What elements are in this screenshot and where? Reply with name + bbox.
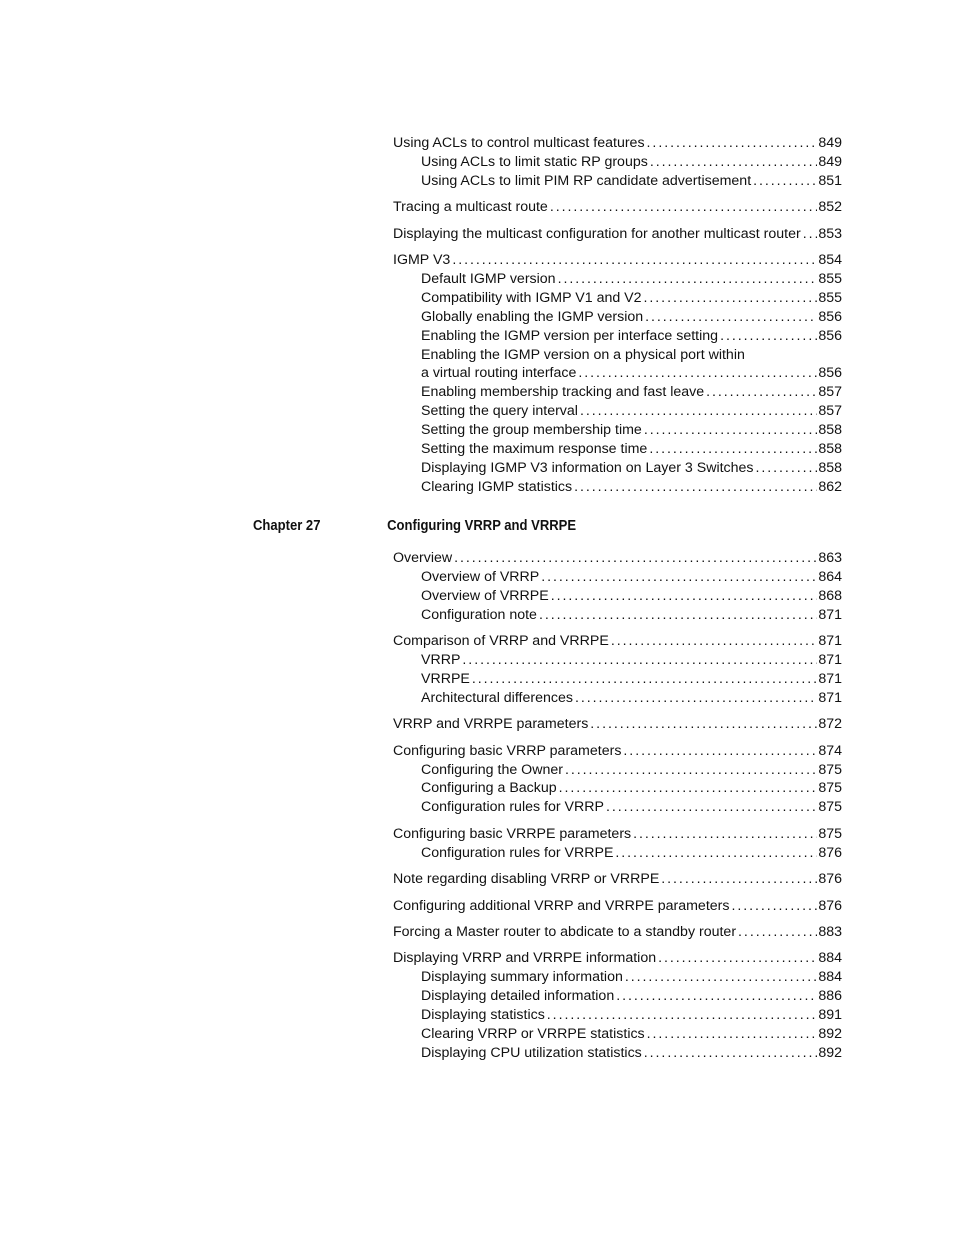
toc-subentry[interactable] — [393, 270, 842, 289]
toc-page-number[interactable]: 883 — [818, 923, 842, 940]
toc-page-number[interactable]: 871 — [818, 670, 842, 687]
toc-subentry[interactable] — [393, 172, 842, 191]
toc-subentry[interactable] — [393, 364, 842, 383]
dot-leader — [606, 798, 817, 817]
dot-leader — [645, 308, 817, 327]
toc-entry-title[interactable]: Displaying detailed information — [421, 988, 615, 1005]
toc-subentry[interactable] — [393, 402, 842, 421]
toc-group — [393, 632, 842, 708]
dot-leader — [452, 251, 817, 270]
dot-leader — [658, 949, 817, 968]
toc-subentry[interactable] — [393, 440, 842, 459]
toc-entry-title[interactable]: Forcing a Master router to abdicate to a standby router — [393, 923, 737, 940]
toc-entry-line — [393, 346, 842, 365]
toc-page-number[interactable]: 875 — [818, 799, 842, 816]
dot-leader — [738, 923, 817, 942]
toc-entry-title[interactable]: Configuring the Owner — [421, 761, 563, 778]
toc-page-number[interactable]: 855 — [818, 270, 842, 287]
toc-page-number[interactable]: 855 — [818, 289, 842, 306]
dot-leader — [706, 383, 817, 402]
toc-subentry[interactable] — [393, 421, 842, 440]
dot-leader — [803, 225, 818, 244]
toc-subentry[interactable] — [393, 383, 842, 402]
dot-leader — [644, 289, 818, 308]
toc-entry-title[interactable]: Displaying VRRP and VRRPE information — [393, 950, 657, 967]
toc-group — [393, 870, 842, 889]
toc-continued — [393, 134, 842, 504]
dot-leader — [611, 632, 818, 651]
dot-leader — [578, 364, 817, 383]
toc-entry-title[interactable]: Configuring basic VRRP parameters — [393, 742, 622, 759]
toc-subentry[interactable] — [393, 568, 842, 587]
toc-group — [393, 134, 842, 191]
toc-subentry[interactable] — [393, 327, 842, 346]
toc-page-number[interactable]: 856 — [818, 327, 842, 344]
dot-leader — [454, 549, 817, 568]
dot-leader — [472, 670, 817, 689]
toc-entry-title[interactable]: Architectural differences — [421, 689, 573, 706]
dot-leader — [661, 870, 817, 889]
toc-page-number[interactable]: 851 — [818, 172, 842, 189]
toc-page-number[interactable]: 886 — [818, 988, 842, 1005]
toc-entry[interactable] — [393, 825, 842, 844]
dot-leader — [462, 651, 817, 670]
toc-page-number[interactable]: 862 — [818, 478, 842, 495]
toc-entry[interactable] — [393, 198, 842, 217]
toc-entry-title[interactable]: Displaying IGMP V3 information on Layer 3 Switches — [421, 460, 754, 476]
toc-entry[interactable] — [393, 923, 842, 942]
toc-subentry[interactable] — [393, 289, 842, 308]
toc-group — [393, 715, 842, 734]
toc-page-number[interactable]: 854 — [818, 252, 842, 269]
toc-entry-title[interactable]: Setting the query interval — [421, 403, 578, 420]
toc-subentry[interactable] — [393, 1044, 842, 1063]
toc-group — [393, 949, 842, 1062]
dot-leader — [550, 198, 818, 217]
toc-page-number[interactable]: 853 — [818, 225, 842, 242]
toc-entry-title[interactable]: Enabling the IGMP version per interface setting — [421, 327, 719, 344]
toc-subentry[interactable] — [393, 670, 842, 689]
toc-entry-title[interactable]: Displaying statistics — [421, 1007, 545, 1024]
toc-entry-title[interactable]: VRRPE — [421, 670, 470, 687]
toc-page-number[interactable]: 849 — [818, 153, 842, 170]
toc-page-number[interactable]: 892 — [818, 1025, 842, 1042]
toc-entry-title[interactable]: Compatibility with IGMP V1 and V2 — [421, 289, 642, 306]
dot-leader — [644, 421, 818, 440]
toc-page-number[interactable]: 849 — [818, 135, 842, 151]
toc-entry-title[interactable]: Setting the maximum response time — [421, 441, 648, 458]
dot-leader — [731, 897, 817, 916]
toc-group — [393, 251, 842, 497]
toc-subentry[interactable] — [393, 308, 842, 327]
toc-subentry[interactable] — [393, 1025, 842, 1044]
toc-page-number[interactable]: 868 — [818, 587, 842, 604]
toc-entry-title[interactable]: Configuration note — [421, 606, 537, 623]
dot-leader — [565, 761, 817, 780]
toc-page-number[interactable]: 858 — [818, 422, 842, 439]
dot-leader — [633, 825, 817, 844]
toc-entry-title[interactable]: Setting the group membership time — [421, 422, 642, 439]
toc-entry-title[interactable]: Configuration rules for VRRP — [421, 799, 604, 816]
toc-entry[interactable] — [393, 251, 842, 270]
toc-page-number[interactable]: 876 — [818, 871, 842, 888]
toc-subentry[interactable] — [393, 798, 842, 817]
toc-page-number[interactable]: 852 — [818, 199, 842, 216]
toc-entry[interactable] — [393, 134, 842, 153]
toc-subentry[interactable] — [393, 587, 842, 606]
toc-page-number[interactable]: 871 — [818, 689, 842, 706]
toc-entry-title[interactable]: Comparison of VRRP and VRRPE — [393, 633, 609, 650]
toc-group — [393, 825, 842, 863]
toc-entry-title[interactable]: Using ACLs to control multicast features — [393, 135, 645, 151]
toc-page-number[interactable]: 871 — [818, 652, 842, 669]
dot-leader — [547, 1006, 818, 1025]
toc-subentry[interactable] — [393, 606, 842, 625]
dot-leader — [551, 587, 818, 606]
toc-page-number[interactable]: 875 — [818, 825, 842, 842]
dot-leader — [649, 440, 817, 459]
toc-page-number[interactable]: 872 — [818, 716, 842, 733]
chapter-title[interactable]: Configuring VRRP and VRRPE — [387, 518, 577, 534]
dot-leader — [558, 270, 818, 289]
toc-entry-title[interactable]: Configuration rules for VRRPE — [421, 844, 614, 861]
toc-subentry[interactable] — [393, 651, 842, 670]
toc-page-number[interactable]: 871 — [818, 606, 842, 623]
dot-leader — [574, 478, 817, 497]
dot-leader — [623, 742, 817, 761]
toc-entry-title[interactable]: Clearing IGMP statistics — [421, 478, 573, 495]
toc-subentry[interactable] — [393, 844, 842, 863]
toc-entry-title[interactable]: Enabling the IGMP version on a physical port within — [421, 346, 745, 363]
toc-chapter-27 — [393, 549, 842, 1070]
toc-entry-title[interactable]: Overview of VRRPE — [421, 587, 549, 604]
dot-leader — [650, 153, 818, 172]
toc-page-number[interactable]: 876 — [818, 844, 842, 861]
toc-group — [393, 549, 842, 625]
toc-entry-title[interactable]: Displaying summary information — [421, 969, 623, 986]
toc-page-number[interactable]: 875 — [818, 780, 842, 797]
toc-subentry[interactable] — [393, 987, 842, 1006]
toc-subentry[interactable] — [393, 478, 842, 497]
toc-entry-title[interactable]: Displaying the multicast configuration for another multicast router — [393, 225, 801, 242]
toc-subentry[interactable] — [393, 968, 842, 987]
toc-entry-title[interactable]: VRRP — [421, 652, 461, 669]
toc-page-number[interactable]: 875 — [818, 761, 842, 778]
dot-leader — [644, 1044, 818, 1063]
toc-entry[interactable] — [393, 870, 842, 889]
toc-entry-title[interactable]: Globally enabling the IGMP version — [421, 308, 644, 325]
toc-page-number[interactable]: 856 — [818, 308, 842, 325]
dot-leader — [753, 172, 817, 191]
toc-entry-title[interactable]: IGMP V3 — [393, 252, 451, 269]
toc-page-number[interactable]: 891 — [818, 1007, 842, 1024]
toc-entry[interactable] — [393, 632, 842, 651]
toc-page-number[interactable]: 864 — [818, 568, 842, 585]
toc-entry-title[interactable]: VRRP and VRRPE parameters — [393, 716, 589, 733]
dot-leader — [541, 568, 817, 587]
toc-page-number[interactable]: 863 — [818, 550, 842, 566]
dot-leader — [647, 134, 818, 153]
toc-entry-title[interactable]: Configuring additional VRRP and VRRPE parameters — [393, 897, 730, 914]
toc-subentry[interactable] — [393, 1006, 842, 1025]
toc-entry-title[interactable]: a virtual routing interface — [421, 365, 577, 382]
toc-page-number[interactable]: 858 — [818, 441, 842, 458]
toc-page-number[interactable]: 857 — [818, 384, 842, 401]
toc-entry-title[interactable]: Configuring basic VRRPE parameters — [393, 825, 632, 842]
toc-group — [393, 198, 842, 217]
toc-page-number[interactable]: 892 — [818, 1044, 842, 1061]
toc-page-number[interactable]: 857 — [818, 403, 842, 420]
toc-entry[interactable] — [393, 897, 842, 916]
toc-subentry[interactable] — [393, 779, 842, 798]
toc-entry-title[interactable]: Note regarding disabling VRRP or VRRPE — [393, 871, 660, 888]
toc-entry-title[interactable]: Using ACLs to limit PIM RP candidate advertisement — [421, 172, 752, 189]
toc-group — [393, 897, 842, 916]
toc-entry-title[interactable]: Displaying CPU utilization statistics — [421, 1044, 642, 1061]
dot-leader — [590, 715, 817, 734]
toc-group — [393, 225, 842, 244]
dot-leader — [625, 968, 817, 987]
toc-page-number[interactable]: 856 — [818, 365, 842, 382]
dot-leader — [616, 987, 817, 1006]
chapter-label: Chapter 27 — [253, 518, 321, 534]
toc-entry-title[interactable]: Overview — [393, 550, 453, 566]
dot-leader — [559, 779, 818, 798]
toc-entry[interactable] — [393, 225, 842, 244]
toc-subentry[interactable] — [393, 459, 842, 478]
toc-subentry[interactable] — [393, 761, 842, 780]
toc-entry[interactable] — [393, 549, 842, 568]
toc-page-number[interactable]: 884 — [818, 969, 842, 986]
dot-leader — [720, 327, 817, 346]
toc-entry[interactable] — [393, 742, 842, 761]
toc-entry-title[interactable]: Enabling membership tracking and fast leave — [421, 384, 705, 401]
toc-page-number[interactable]: 876 — [818, 897, 842, 914]
dot-leader — [615, 844, 817, 863]
dot-leader — [580, 402, 817, 421]
toc-group — [393, 923, 842, 942]
toc-subentry[interactable] — [393, 153, 842, 172]
toc-entry-title[interactable]: Tracing a multicast route — [393, 199, 548, 216]
toc-entry-title[interactable]: Overview of VRRP — [421, 568, 540, 585]
toc-entry-title[interactable]: Configuring a Backup — [421, 780, 557, 797]
toc-group — [393, 742, 842, 818]
toc-page-number[interactable]: 871 — [818, 633, 842, 650]
toc-subentry[interactable] — [393, 689, 842, 708]
dot-leader — [647, 1025, 818, 1044]
toc-entry-title[interactable]: Clearing VRRP or VRRPE statistics — [421, 1025, 645, 1042]
toc-entry-title[interactable]: Using ACLs to limit static RP groups — [421, 153, 648, 170]
toc-page-number[interactable]: 884 — [818, 950, 842, 967]
toc-entry[interactable] — [393, 715, 842, 734]
dot-leader — [756, 459, 818, 478]
toc-page-number[interactable]: 858 — [818, 460, 842, 476]
toc-page-number[interactable]: 874 — [818, 742, 842, 759]
dot-leader — [575, 689, 817, 708]
toc-entry-title[interactable]: Default IGMP version — [421, 270, 556, 287]
toc-entry[interactable] — [393, 949, 842, 968]
dot-leader — [539, 606, 817, 625]
